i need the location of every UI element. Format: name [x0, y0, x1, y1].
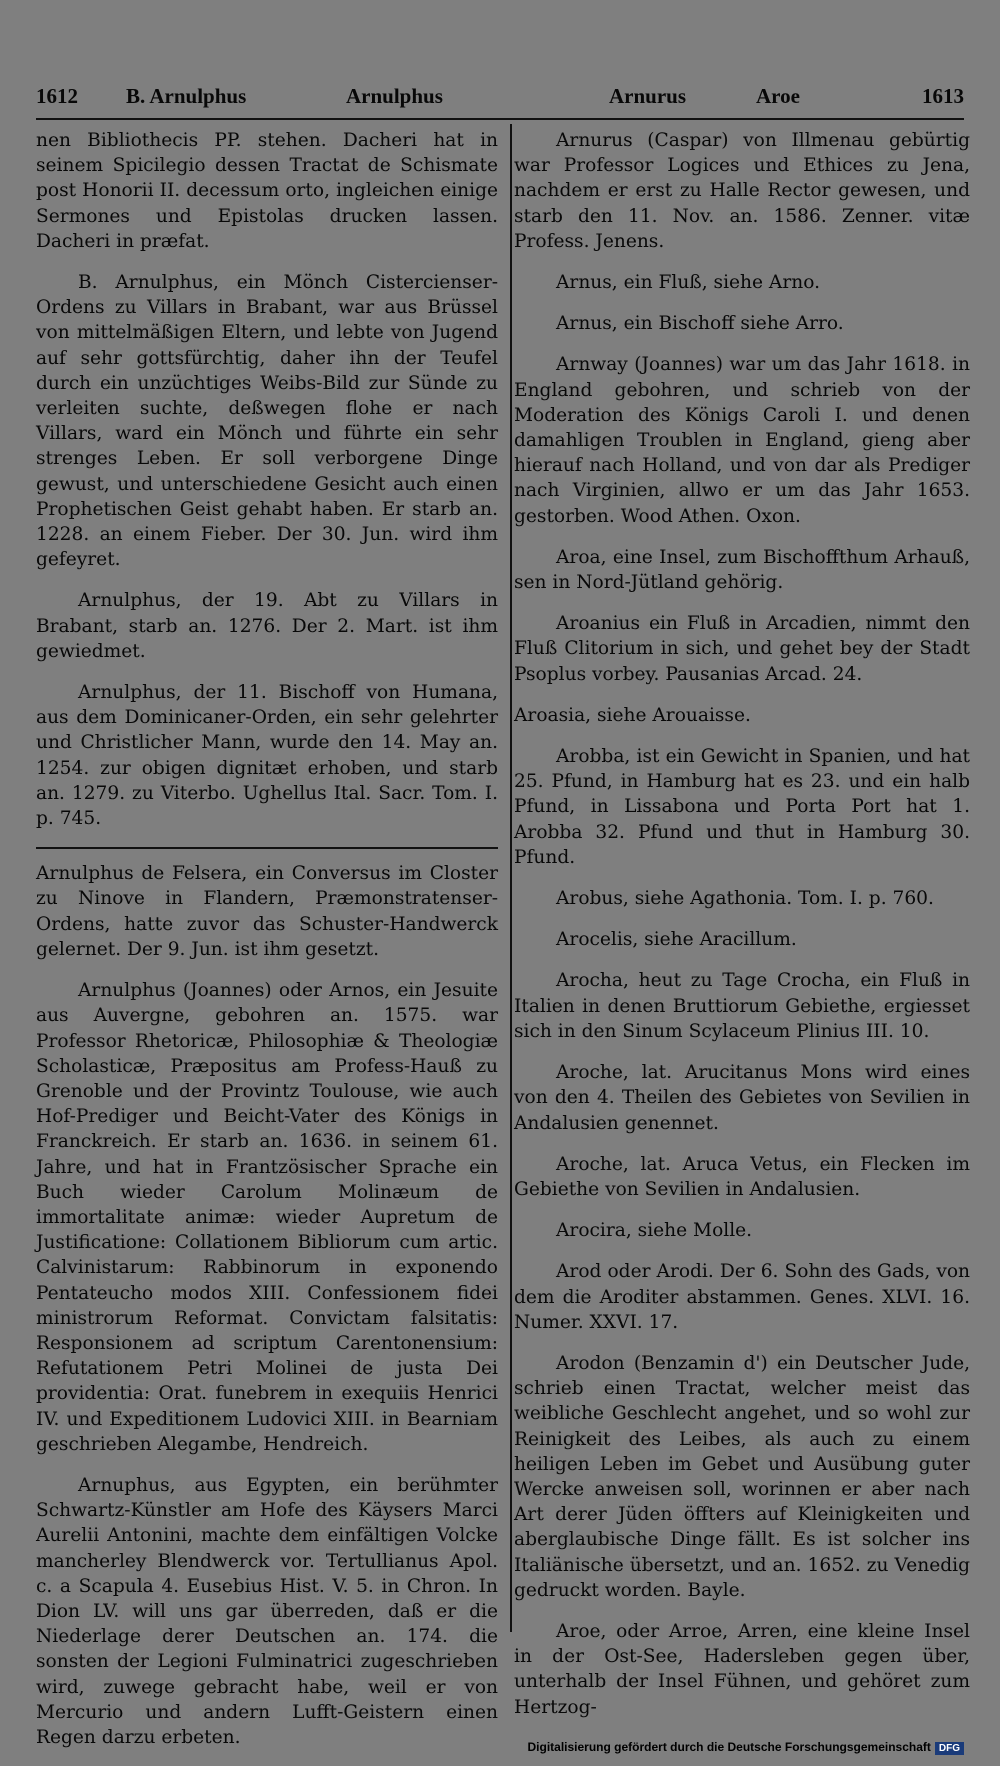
- column-divider: [510, 124, 512, 1632]
- entry-aroche-1: Aroche, lat. Arucitanus Mons wird eines von den 4. Theilen des Gebietes von Sevilien in Andalusien genennet.: [514, 1062, 970, 1134]
- left-heading-2: Arnulphus: [346, 84, 443, 108]
- page-number-right: 1613: [922, 84, 964, 108]
- left-column: [36, 128, 498, 1766]
- entry-arnus-bischoff: Arnus, ein Bischoff siehe Arro.: [556, 313, 844, 335]
- separator-rule: [36, 847, 498, 849]
- right-heading-1: Arnurus: [609, 84, 687, 108]
- entry-arobus: Arobus, siehe Agathonia. Tom. I. p. 760.: [556, 888, 934, 910]
- entry-arnulphus-joannes: Arnulphus (Joannes) oder Arnos, ein Jesuite aus Auvergne, gebohren an. 1575. war Professor Rhetoricæ, Philosophiæ & Theologiæ Scholasticæ, Præpositus am Profess-Hauß zu Grenoble und der Provintz Toulouse, wie auch Hof-Prediger und Beicht-Vater des Königs in Franckreich. Er starb an. 1636. in seinem 61. Jahre, und hat in Frantzösischer Sprache ein Buch wieder Carolum Molinæum de immortalitate animæ: wieder Aupretum de Justificatione: Collationem Bibliorum cum artic. Calvinistarum: Rabbinorum in exponendo Pentateucho modos XIII. Confessionem fidei ministrorum Reformat. Convictam falsitatis: Responsionem ad scriptum Carentonensium: Refutationem Petri Molinei de justa Dei providentia: Orat. funebrem in exequiis Henrici IV. und Expeditionem Ludovici XIII. in Bearniam geschrieben Alegambe, Hendreich.: [36, 980, 498, 1455]
- entry-arocelis: Arocelis, siehe Aracillum.: [556, 929, 797, 951]
- entry-arnurus: Arnurus (Caspar) von Illmenau gebürtig war Professor Logices und Ethices zu Jena, nachdem er erst zu Halle Rector gewesen, und starb den 11. Nov. an. 1586. Zenner. vitæ Profess. Jenens.: [514, 130, 970, 252]
- header-rule: [36, 118, 964, 120]
- entry-aroanius: Aroanius ein Fluß in Arcadien, nimmt den Fluß Clitorium in sich, und gehet bey der Stadt Psoplus vorbey. Pausanias Arcad. 24.: [514, 613, 970, 685]
- entry-b-arnulphus: B. Arnulphus, ein Mönch Cistercienser-Ordens zu Villars in Brabant, war aus Brüssel von mittelmäßigen Eltern, und lebte von Jugend auf sehr gottsfürchtig, daher ihn der Teufel durch ein unzüchtiges Weibs-Bild zur Sünde zu verleiten suchte, deßwegen flohe er nach Villars, ward ein Mönch und führte ein sehr strenges Leben. Er soll verborgene Dinge gewust, und unterschiedene Gesicht auch einen Prophetischen Geist gehabt haben. Er starb an. 1228. an einem Fieber. Der 30. Jun. wird ihm gefeyret.: [36, 272, 498, 571]
- entry-dacheri-continuation: nen Bibliothecis PP. stehen. Dacheri hat in seinem Spicilegio dessen Tractat de Schismate post Honorii II. decessum orto, ingleichen einige Sermones und Epistolas drucken lassen. Dacheri in præfat.: [36, 130, 498, 252]
- entry-arnway: Arnway (Joannes) war um das Jahr 1618. in England gebohren, und schrieb von der Moderation des Königs Caroli I. und denen damahligen Troublen in England, gieng aber hierauf nach Holland, und von dar als Prediger nach Virginien, allwo er um das Jahr 1653. gestorben. Wood Athen. Oxon.: [514, 354, 970, 527]
- entry-arod: Arod oder Arodi. Der 6. Sohn des Gads, von dem die Aroditer abstammen. Genes. XLVI. 16. Numer. XXVI. 17.: [514, 1261, 970, 1333]
- entry-arnulphus-bischoff: Arnulphus, der 11. Bischoff von Humana, aus dem Dominicaner-Orden, ein sehr gelehrter und Christlicher Mann, wurde den 14. May an. 1254. zur obigen dignitæt erhoben, und starb an. 1279. zu Viterbo. Ughellus Ital. Sacr. Tom. I. p. 745.: [36, 682, 498, 830]
- right-column: [514, 128, 970, 1736]
- digitization-footer: [527, 1740, 964, 1755]
- entry-aroa: Aroa, eine Insel, zum Bischoffthum Arhauß, sen in Nord-Jütland gehörig.: [514, 546, 970, 594]
- left-heading-1: B. Arnulphus: [126, 84, 247, 108]
- entry-arnulphus-abt: Arnulphus, der 19. Abt zu Villars in Brabant, starb an. 1276. Der 2. Mart. ist ihm gewiedmet.: [36, 590, 498, 662]
- entry-arocha: Arocha, heut zu Tage Crocha, ein Fluß in Italien in denen Bruttiorum Gebiethe, ergiesset sich in den Sinum Scylaceum Plinius III. 10.: [514, 970, 970, 1042]
- running-header: [36, 84, 964, 114]
- page-number-left: 1612: [36, 84, 78, 108]
- entry-aroasia: Aroasia, siehe Arouaisse.: [514, 704, 751, 726]
- entry-arobba: Arobba, ist ein Gewicht in Spanien, und hat 25. Pfund, in Hamburg hat es 23. und ein halb Pfund, in Lissabona und Porta Port hat 1. Arobba 32. Pfund und thut in Hamburg 30. Pfund.: [514, 746, 970, 868]
- entry-arocira: Arocira, siehe Molle.: [556, 1220, 753, 1242]
- entry-arnulphus-de-felsera: Arnulphus de Felsera, ein Conversus im Closter zu Ninove in Flandern, Præmonstratenser-Ordens, hatte zuvor das Schuster-Handwerck gelernet. Der 9. Jun. ist ihm gesetzt.: [36, 863, 498, 960]
- entry-arodon: Arodon (Benzamin d') ein Deutscher Jude, schrieb einen Tractat, welcher meist das weibliche Geschlecht angehet, und so wohl zur Reinigkeit des Leibes, als auch zu einem heiligen Leben im Gebet und Ausübung guter Wercke anweisen soll, worinnen er aber nach Art derer Jüden öffters auf Kleinigkeiten und aberglaubische Dinge fällt. Es ist solcher ins Italiänische übersetzt, und an. 1652. zu Venedig gedruckt worden. Bayle.: [514, 1352, 970, 1601]
- entry-arnus-fluss: Arnus, ein Fluß, siehe Arno.: [556, 272, 820, 294]
- right-heading-2: Aroe: [756, 84, 800, 108]
- entry-aroche-2: Aroche, lat. Aruca Vetus, ein Flecken im Gebiethe von Sevilien in Andalusien.: [514, 1153, 970, 1200]
- footer-text: Digitalisierung gefördert durch die Deutsche Forschungsgemeinschaft: [527, 1740, 931, 1754]
- entry-arnuphus: Arnuphus, aus Egypten, ein berühmter Schwartz-Künstler am Hofe des Käysers Marci Aurelii Antonini, machte dem einfältigen Volcke mancherley Blendwerck vor. Tertullianus Apol. c. a Scapula 4. Eusebius Hist. V. 5. in Chron. In Dion LV. will uns gar überreden, daß er die Niederlage derer Deutschen an. 174. die sonsten der Legioni Fulminatrici zugeschrieben wird, zuwege gebracht habe, weil er von Mercurio und andern Lufft-Geistern einen Regen darzu erbeten.: [36, 1474, 498, 1748]
- dfg-logo: DFG: [935, 1742, 964, 1755]
- entry-aroe: Aroe, oder Arroe, Arren, eine kleine Insel in der Ost-See, Hadersleben gegen über, unterhalb der Insel Fühnen, und gehöret zum Hertzog-: [514, 1620, 970, 1718]
